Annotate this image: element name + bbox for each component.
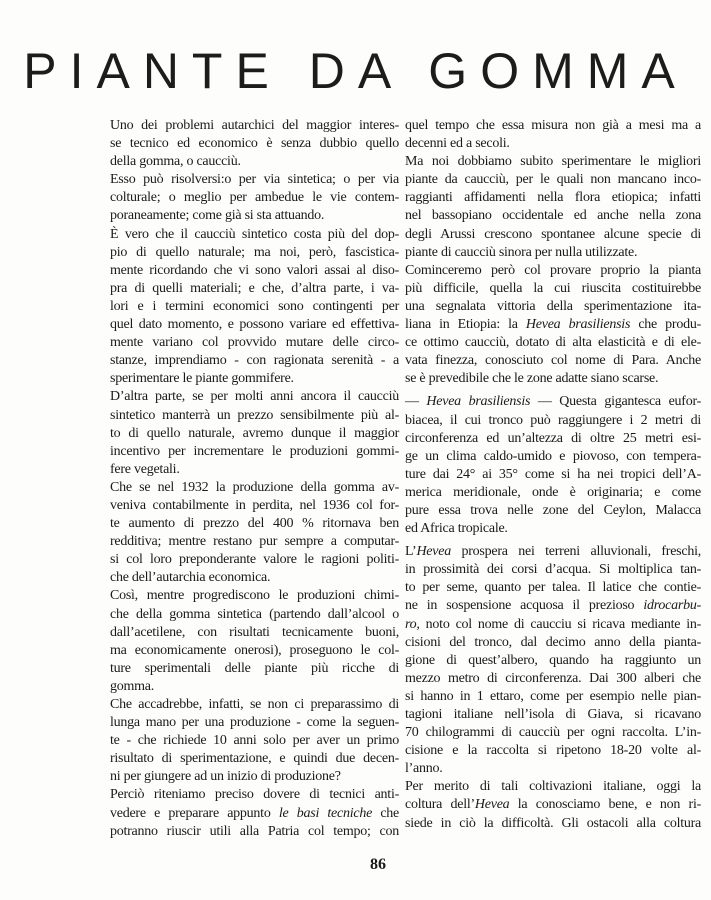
text-segment: vedere e preparare appunto [110,805,279,821]
text-line [110,461,399,479]
italic-text: idrocarbu- [643,598,701,614]
text-segment: più difficile, quella la cui riuscita costituirebbe [405,280,701,296]
text-segment: to per seme, quanto per talea. Il latice che contie- [405,580,701,596]
text-segment: Uno dei problemi autarchici del maggior interes- [110,118,399,133]
text-segment: se tecnico ed economico è senza dubbio quello [110,136,399,152]
text-segment: gomma. [110,678,154,694]
text-line [110,660,399,678]
text-line [110,117,399,135]
text-line [405,724,701,742]
text-segment: poraneamente; come già si sta attuando. [110,208,325,224]
text-line [110,425,399,443]
text-segment: incentivo per incrementare le produzioni gommi- [110,443,399,459]
text-segment: ni per giungere ad un inizio di produzione? [110,769,341,785]
text-line [110,226,399,244]
text-line [405,207,701,225]
text-line [110,569,399,587]
text-line [110,135,399,153]
text-segment: si hanno in 1 ettaro, come per esempio nelle pian- [405,688,701,704]
text-line [110,551,399,569]
text-segment: mente ricordando che vi sono valori assai al diso- [110,262,399,278]
text-segment: Cominceremo però col provare proprio la pianta [405,262,701,278]
text-line [405,742,701,760]
text-line [405,561,701,579]
text-line [110,171,399,189]
text-line [405,280,701,298]
text-line [405,135,701,153]
page-number: 86 [370,856,386,873]
text-line [405,466,701,484]
text-segment: in prossimità dei corsi d’acqua. Si moltiplica tan- [405,562,701,578]
text-line [405,688,701,706]
text-line [110,262,399,280]
text-segment: veniva contabilmente in perdita, nel 1936 col for- [110,497,399,513]
text-line [405,262,701,280]
text-line [405,448,701,466]
text-segment: raggianti affidamenti nella flora etiopica; infatti [405,190,701,206]
text-segment: Che se nel 1932 la produzione della gomma av- [110,479,399,495]
text-segment: merica meridionale, onde è originaria; e come [405,484,701,500]
text-line [110,334,399,352]
text-segment: sintetico manterrà un prezzo sensibilmente più al- [110,407,399,423]
text-line [110,624,399,642]
text-line [110,280,399,298]
text-segment: cisioni del tronco, dal decimo anno della pianta- [405,634,701,650]
text-line [405,597,701,615]
text-segment: L’ [405,544,417,560]
text-line [405,502,701,520]
text-line [405,117,701,135]
text-segment: tagioni italiane nell’isola di Giava, si ricavano [405,707,701,722]
text-line [110,153,399,171]
text-segment: siede in ciò la difficoltà. Gli ostacoli alla coltura [405,815,701,831]
text-segment: quel tempo che essa misura non già a mesi ma a [405,118,701,133]
text-line [110,533,399,551]
text-segment: della gomma, o caucciù. [110,154,241,170]
text-segment: 70 chilogrammi di caucciù per ogni raccolta. L’in- [405,725,701,741]
text-line [110,732,399,750]
italic-text: Hevea brasiliensis [525,317,631,333]
text-segment: che della gomma sintetica (partendo dall’alcool o [110,606,399,622]
text-line [110,786,399,804]
text-segment: piante di caucciù sinora per nulla utilizzate. [405,244,638,260]
text-line [405,616,701,634]
text-segment: redditiva; mentre restano pur sempre a computar- [110,534,399,550]
text-segment: ma economicamente onerosi), proseguono le col- [110,642,399,658]
text-segment: piante da caucciù, per le quali non mancano inco- [405,172,701,188]
text-segment: fere vegetali. [110,461,180,477]
text-line [405,393,701,411]
text-line [405,298,701,316]
italic-text: ro, [405,616,420,632]
text-segment: Così, mentre progrediscono le produzioni chimi- [110,588,399,604]
text-line [110,678,399,696]
text-line [405,412,701,430]
text-line [405,796,701,814]
text-segment: gione di quest’albero, quando ha raggiunto un [405,652,701,668]
text-line [405,189,701,207]
text-segment: che [372,805,399,821]
text-line [110,696,399,714]
text-segment: una segnalata vittoria della sperimentazione ita- [405,298,701,314]
text-line [405,244,701,262]
text-segment: degli Arussi crescono spontanee alcune specie di [405,226,701,242]
text-segment: lori e i termini economici sono contingenti per [110,298,399,314]
text-segment: stanze, imprendiamo - con ragionata serenità - a [110,353,399,369]
text-line [110,407,399,425]
text-segment: decenni ed a secoli. [405,136,510,152]
text-segment: che dell’autarchia economica. [110,570,271,586]
text-segment: risultato di sperimentazione, e quindi due decen- [110,751,399,767]
text-segment: ture dai 24° ai 35° come si ha nei tropici dell’A- [405,466,701,482]
text-segment: cisione e la raccolta si ripetono 18-20 volte al- [405,743,701,759]
text-line [405,778,701,796]
paragraph-block [405,543,701,833]
text-segment: ed Africa tropicale. [405,521,508,537]
paragraph-block [405,393,701,538]
text-line [110,823,399,841]
right-column [405,117,701,833]
text-segment: Esso può risolversi:o per via sintetica; o per via [110,172,399,188]
italic-text: Hevea brasiliensis [426,394,531,410]
text-line [110,750,399,768]
text-segment: l’anno. [405,761,443,777]
text-line [110,298,399,316]
text-segment: vata finezza, conosciuto col nome di Para. Anche [405,353,701,369]
text-segment: mezzo metro di circonferenza. Dai 300 alberi che [405,670,701,686]
text-segment: dall’acetilene, con risultati tecnicamente buoni, [110,624,399,640]
text-line [405,484,701,502]
text-segment: coltura dell’ [405,797,475,813]
text-segment: Che accadrebbe, infatti, se non ci preparassimo di [110,697,399,712]
text-segment: ture sperimentali delle piante più ricche di [110,660,399,676]
text-segment: mente variano col provvido mutare delle circo- [110,335,399,351]
paragraph-block [110,117,399,841]
page-title: PIANTE DA GOMMA [23,43,688,99]
text-line [110,244,399,262]
text-segment: — Questa gigantesca eufor- [530,394,701,410]
text-segment: te - che richiede 10 anni solo per aver un primo [110,733,399,749]
text-line [405,316,701,334]
text-segment: to di quello naturale, avremo dunque il maggior [110,425,399,441]
text-line [110,189,399,207]
text-line [405,706,701,724]
text-segment: nel bassopiano occidentale ed anche nella zona [405,208,701,224]
text-line [405,760,701,778]
text-segment: — [405,394,427,410]
text-line [110,388,399,406]
text-segment: lunga mano per una produzione - come la seguen- [110,715,399,731]
text-segment: colturale; o meglio per ambedue le vie contem- [110,190,399,206]
text-segment: pra di quelli materiali; e che, d’altra parte, i va- [110,280,399,296]
left-column [110,117,399,841]
text-segment: si col loro preponderante valore le ragioni politi- [110,552,399,568]
text-line [405,634,701,652]
text-line [405,652,701,670]
text-line [110,479,399,497]
text-segment: la conosciamo bene, e non ri- [509,797,701,813]
text-line [110,207,399,225]
text-line [405,430,701,448]
text-line [110,606,399,624]
text-segment: biacea, il cui tronco può raggiungere i 2 metri di [405,412,701,428]
text-line [405,334,701,352]
text-segment: quel dato momento, e possono variare ed effettiva- [110,317,399,333]
text-segment: sperimentare le piante gommifere. [110,371,294,387]
text-segment: te aumento di prezzo del 400 % ritornava ben [110,516,399,532]
text-segment: Per merito di tali coltivazioni italiane, oggi la [405,779,701,795]
text-line [110,768,399,786]
text-segment: pio di quello naturale; ma noi, però, fascistica- [110,244,399,260]
text-line [405,579,701,597]
text-line [405,352,701,370]
text-segment: noto col nome di caucciu si ricava mediante in- [419,616,701,632]
text-line [110,714,399,732]
text-line [405,520,701,538]
text-segment: pure essa trova nelle zone del Ceylon, Malacca [405,502,701,518]
text-segment: liana in Etiopia: la [405,317,526,333]
text-segment: potranno riuscir utili alla Patria col tempo; con [110,823,399,839]
text-segment: ge un clima caldo-umido e piovoso, con tempera- [405,448,701,464]
text-line [110,497,399,515]
text-line [405,815,701,833]
text-line [110,370,399,388]
text-segment: circonferenza ed un’altezza di oltre 25 metri esi- [405,430,701,446]
italic-text: Hevea [416,544,451,560]
text-segment: ne in sospensione acquosa il prezioso [405,598,644,614]
text-line [110,316,399,334]
text-line [110,642,399,660]
text-segment: ce ottimo caucciù, dotato di alta elasticità e di ele- [405,335,701,351]
text-line [110,515,399,533]
text-segment: D’altra parte, se per molti anni ancora il caucciù [110,389,399,405]
text-line [405,670,701,688]
text-line [405,171,701,189]
text-line [110,443,399,461]
text-line [405,543,701,561]
italic-text: Hevea [474,797,510,813]
text-line [110,352,399,370]
text-segment: prospera nei terreni alluvionali, freschi, [450,544,701,560]
text-line [110,587,399,605]
paragraph-block [405,117,701,388]
text-segment: Perciò riteniamo preciso dovere di tecnici anti- [110,787,399,803]
text-segment: se è prevedibile che le zone adatte siano scarse. [405,371,659,387]
text-line [405,370,701,388]
italic-text: le basi tecniche [278,805,373,821]
text-line [110,805,399,823]
text-segment: Ma noi dobbiamo subito sperimentare le migliori [405,154,701,170]
text-line [405,226,701,244]
text-segment: che produ- [630,317,701,333]
text-segment: È vero che il caucciù sintetico costa più del dop- [110,226,399,242]
text-line [405,153,701,171]
